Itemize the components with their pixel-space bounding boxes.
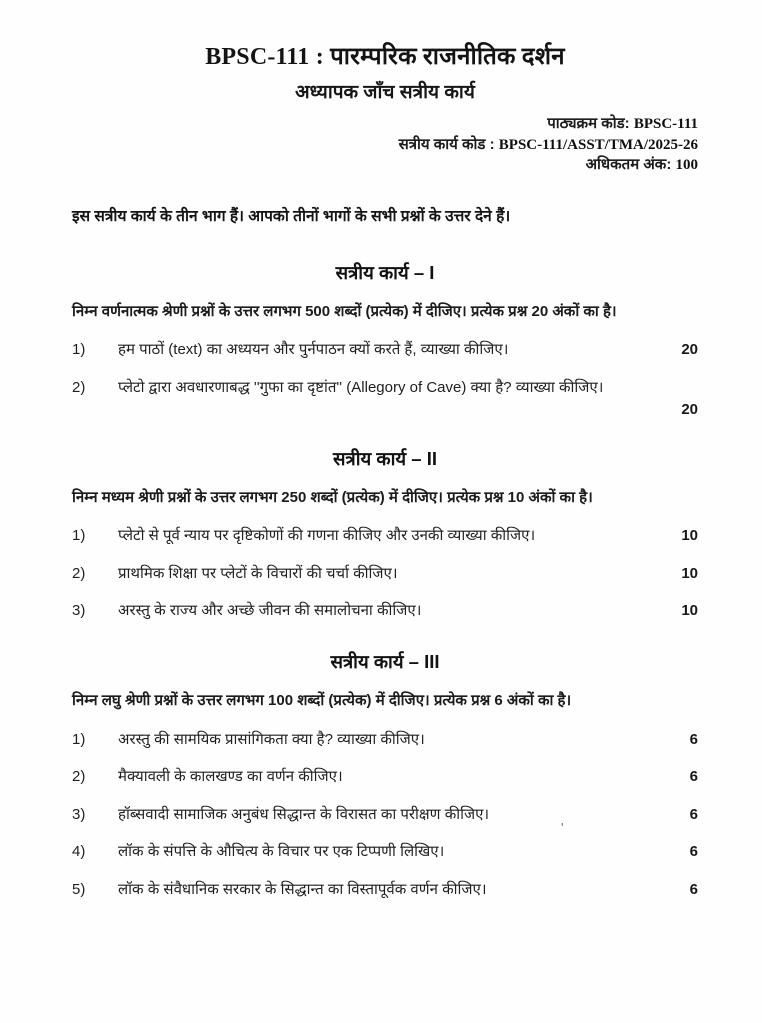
question-row [72, 563, 698, 584]
section-1-questions [72, 339, 698, 420]
question-row [72, 600, 698, 621]
question-text: प्लेटो द्वारा अवधारणाबद्ध ''गुफा का दृष्टांत'' (Allegory of Cave) क्या है? व्याख्या कीजिए। [118, 378, 604, 396]
course-code-value: BPSC-111 [633, 116, 698, 132]
assignment-code-value: BPSC-111/ASST/TMA/2025-26 [498, 136, 698, 153]
question-number: 2) [72, 564, 86, 582]
question-number: 4) [72, 843, 86, 860]
question-row [72, 804, 698, 825]
page-title: BPSC-111 : पारम्परिक राजनीतिक दर्शन [205, 44, 565, 70]
question-number: 1) [72, 730, 86, 748]
section-3-heading: सत्रीय कार्य – III [330, 651, 440, 672]
course-code-label: पाठ्यक्रम कोड: [547, 115, 630, 132]
question-marks: 6 [689, 730, 698, 748]
question-marks: 20 [681, 400, 698, 418]
question-marks: 6 [689, 880, 698, 898]
question-row [72, 729, 698, 750]
assignment-code-line [72, 135, 698, 156]
section-2-questions [72, 525, 698, 621]
question-text: अरस्तु की सामयिक प्रासांगिकता क्या है? व्याख्या कीजिए। [118, 730, 425, 748]
question-text: प्लेटो से पूर्व न्याय पर दृष्टिकोणों की गणना कीजिए और उनकी व्याख्या कीजिए। [118, 527, 536, 544]
question-marks: 6 [689, 843, 698, 860]
question-number: 5) [72, 880, 86, 898]
course-code-line [72, 114, 698, 135]
meta-block [72, 114, 698, 176]
question-row [72, 339, 698, 360]
question-text: लॉक के संवैधानिक सरकार के सिद्धान्त का विस्तापूर्वक वर्णन कीजिए। [118, 880, 487, 898]
question-marks: 10 [681, 564, 698, 582]
section-2-instruction: निम्न मध्यम श्रेणी प्रश्नों के उत्तर लगभग 250 शब्दों (प्रत्येक) में दीजिए। प्रत्येक प्रश्न 10 अंकों का है। [72, 488, 593, 506]
question-row [72, 525, 698, 546]
page-subtitle: अध्यापक जाँच सत्रीय कार्य [295, 82, 475, 103]
question-marks: 10 [681, 602, 698, 619]
max-marks-label: अधिकतम अंक: [585, 156, 672, 173]
question-marks: 20 [681, 341, 698, 358]
question-number: 1) [72, 341, 86, 358]
question-marks: 6 [689, 768, 698, 785]
question-number: 2) [72, 768, 86, 785]
question-text: हम पाठों (text) का अध्ययन और पुर्नपाठन क्यों करते हैं, व्याख्या कीजिए। [118, 341, 509, 358]
question-marks: 10 [681, 527, 698, 544]
question-text: मैक्यावली के कालखण्ड का वर्णन कीजिए। [118, 768, 343, 785]
section-1-heading: सत्रीय कार्य – I [335, 261, 435, 283]
question-row [72, 377, 698, 398]
question-number: 1) [72, 527, 86, 544]
max-marks-value: 100 [675, 157, 698, 173]
question-row [72, 879, 698, 900]
section-1-instruction: निम्न वर्णनात्मक श्रेणी प्रश्नों के उत्तर लगभग 500 शब्दों (प्रत्येक) में दीजिए। प्रत्येक प्रश्न 20 अंकों का है। [72, 302, 617, 320]
question-number: 2) [72, 378, 86, 396]
max-marks-line [72, 155, 698, 176]
question-text: लॉक के संपत्ति के औचित्य के विचार पर एक टिप्पणी लिखिए। [118, 843, 445, 860]
assignment-note: इस सत्रीय कार्य के तीन भाग हैं। आपको तीनों भागों के सभी प्रश्नों के उत्तर देने हैं। [72, 207, 511, 225]
question-text: प्राथमिक शिक्षा पर प्लेटों के विचारों की चर्चा कीजिए। [118, 564, 398, 582]
question-row [72, 841, 698, 862]
question-marks: 6 [689, 805, 698, 823]
section-3-questions [72, 729, 698, 900]
question-text: हॉब्सवादी सामाजिक अनुबंध सिद्धान्त के विरासत का परीक्षण कीजिए। [118, 805, 490, 823]
scan-artifact-mark: ' [561, 820, 564, 835]
question-row [72, 766, 698, 787]
section-2-heading: सत्रीय कार्य – II [333, 447, 437, 469]
assignment-code-label: सत्रीय कार्य कोड : [398, 135, 495, 153]
question-text: अरस्तु के राज्य और अच्छे जीवन की समालोचना कीजिए। [118, 602, 422, 619]
question-number: 3) [72, 602, 86, 619]
question-number: 3) [72, 805, 86, 823]
section-3-instruction: निम्न लघु श्रेणी प्रश्नों के उत्तर लगभग 100 शब्दों (प्रत्येक) में दीजिए। प्रत्येक प्रश्न 6 अंकों का है। [72, 692, 572, 709]
